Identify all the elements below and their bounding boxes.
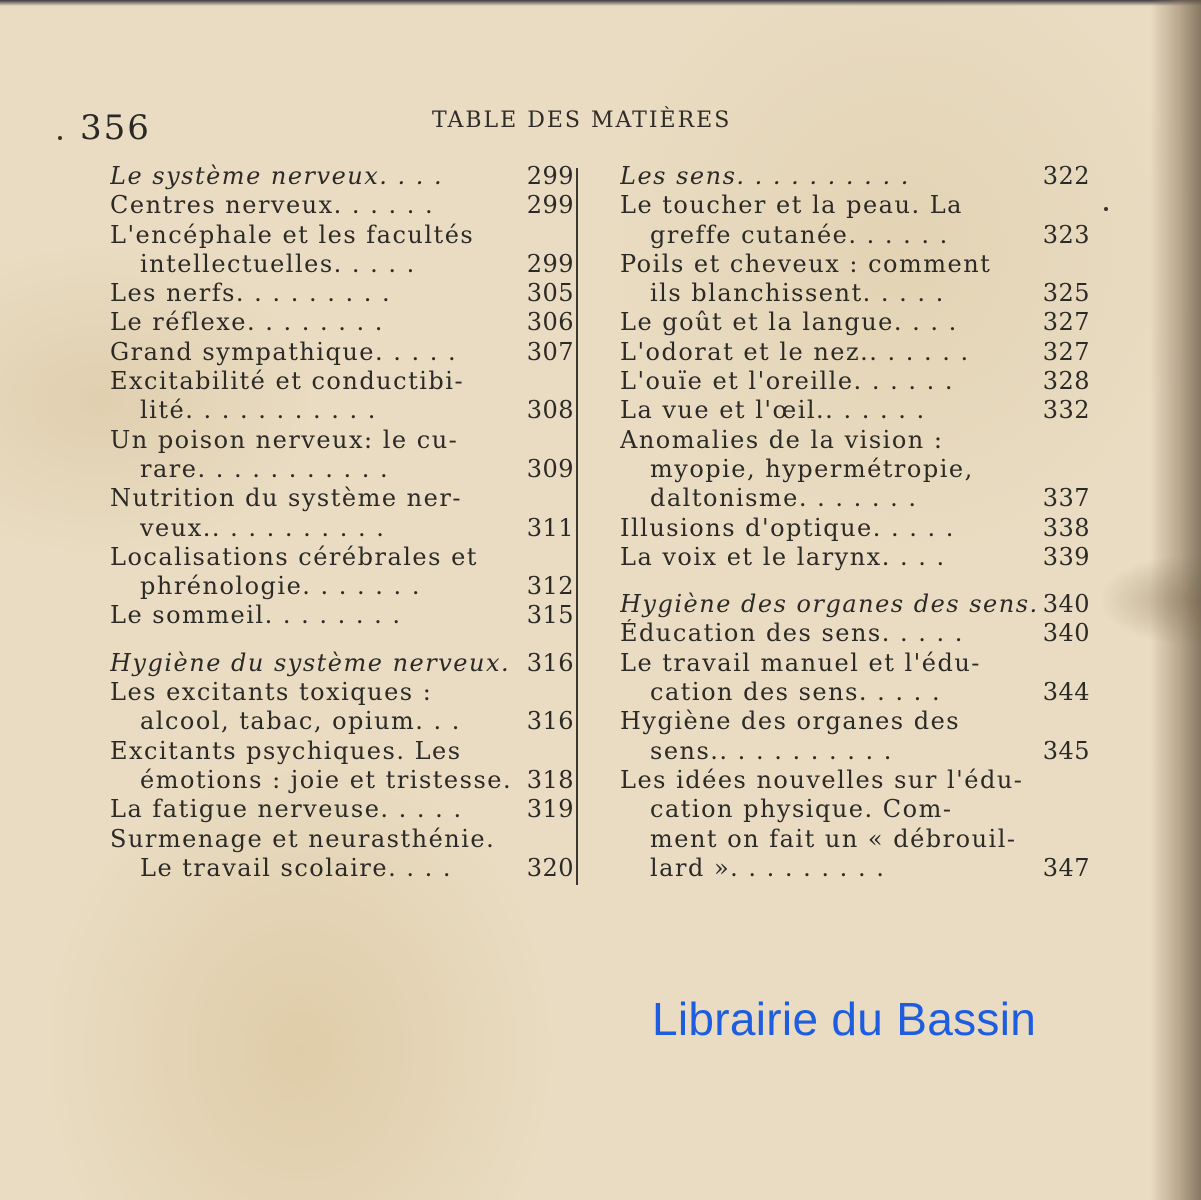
toc-entry-text: lard ». . . . . . . . . [650,853,886,882]
toc-page-number: 340 [1042,590,1090,619]
toc-page-number: 337 [1042,484,1090,513]
toc-page-number: 316 [526,707,574,736]
toc-left-column [110,162,574,883]
toc-entry [620,707,1090,766]
toc-entry-text: greffe cutanée. . . . . . [650,220,949,249]
toc-page-number: 347 [1042,853,1090,882]
toc-entry-text: intellectuelles. . . . . [140,249,416,278]
section-gap [110,631,574,649]
toc-entry [620,338,1090,367]
toc-entry [620,426,1090,514]
toc-entry-text: Hygiène des organes des [620,707,961,736]
toc-page-number: 327 [1042,308,1090,337]
toc-entry-text: L'odorat et le nez.. . . . . . [620,337,970,366]
toc-entry-text: Le réflexe. . . . . . . . [110,308,384,337]
toc-page-number: 322 [1042,162,1090,190]
toc-entry-text: Surmenage et neurasthénie. [110,824,496,853]
toc-page-number: 332 [1042,396,1090,425]
toc-entry-text: Illusions d'optique. . . . . [620,513,955,542]
toc-entry-text: Hygiène du système nerveux. [110,648,511,677]
toc-entry [110,543,574,602]
toc-entry [110,825,574,884]
toc-entry-text: Le système nerveux. . . . [110,162,444,190]
toc-page-number: 299 [526,249,574,278]
toc-page-number: 308 [526,396,574,425]
toc-entry [110,426,574,485]
toc-entry [110,484,574,543]
ink-speck [1104,207,1108,211]
toc-entry [110,279,574,308]
watermark-text: Librairie du Bassin [652,993,1037,1045]
toc-section-heading [620,162,1090,191]
toc-entry [110,191,574,220]
toc-entry-text: cation physique. Com- [650,795,953,824]
toc-entry [620,250,1090,309]
toc-page-number: 316 [526,648,574,677]
toc-entry [620,367,1090,396]
toc-entry-text: cation des sens. . . . . [650,678,942,707]
toc-page-number: 306 [526,308,574,337]
toc-entry [620,766,1090,883]
toc-entry-text: L'encéphale et les facultés [110,220,475,249]
toc-page-number: 340 [1042,619,1090,648]
toc-page-number: 345 [1042,736,1090,765]
page-top-shadow [0,0,1201,6]
toc-entry [110,308,574,337]
toc-page-number: 319 [526,795,574,824]
toc-entry-text: myopie, hypermétropie, [650,454,974,483]
toc-section-heading [620,590,1090,619]
toc-entry-text: daltonisme. . . . . . . [650,484,918,513]
ink-speck [58,136,62,140]
book-spine-shadow [1150,0,1201,1200]
toc-page-number: 338 [1042,513,1090,542]
toc-entry-text: La voix et le larynx. . . . [620,542,946,571]
toc-page-number: 312 [526,572,574,601]
toc-entry [620,396,1090,425]
toc-entry-text: veux.. . . . . . . . . . [140,513,386,542]
toc-entry-text: Les idées nouvelles sur l'édu- [620,765,1024,794]
toc-entry-text: Centres nerveux. . . . . . [110,191,435,220]
toc-entry-text: Excitants psychiques. Les [110,736,462,765]
toc-entry-text: phrénologie. . . . . . . [140,572,421,601]
toc-page-number: 325 [1042,279,1090,308]
toc-page-number: 318 [526,765,574,794]
toc-section-heading [110,162,574,191]
toc-entry-text: Localisations cérébrales et [110,542,478,571]
toc-entry [110,221,574,280]
toc-entry [620,191,1090,250]
toc-page-number: 311 [526,513,574,542]
toc-entry-text: Les excitants toxiques : [110,678,433,707]
toc-entry-text: Excitabilité et conductibi- [110,367,465,396]
toc-page-number: 299 [526,162,574,190]
page-number: 356 [80,108,151,148]
toc-entry-text: Hygiène des organes des sens. [620,590,1039,619]
toc-entry-text: Grand sympathique. . . . . [110,337,458,366]
toc-entry-text: Nutrition du système ner- [110,484,462,513]
toc-entry-text: Les sens. . . . . . . . . . [620,162,910,190]
toc-entry [110,601,574,630]
toc-entry-text: Poils et cheveux : comment [620,249,992,278]
toc-entry-text: Les nerfs. . . . . . . . . [110,279,392,308]
toc-entry-text: lité. . . . . . . . . . . [140,396,377,425]
toc-entry [620,514,1090,543]
toc-entry [620,543,1090,572]
toc-entry-text: Le sommeil. . . . . . . . [110,601,402,630]
toc-page-number: 307 [526,337,574,366]
toc-section-heading [110,649,574,678]
toc-entry-text: La vue et l'œil.. . . . . . [620,396,926,425]
toc-entry-text: Le travail scolaire. . . . [140,853,452,882]
toc-entry-text: La fatigue nerveuse. . . . . [110,795,463,824]
toc-entry-text: Un poison nerveux: le cu- [110,425,459,454]
toc-page-number: 309 [526,454,574,483]
toc-entry [110,795,574,824]
toc-page-number: 323 [1042,220,1090,249]
toc-entry-text: sens.. . . . . . . . . . [650,736,893,765]
toc-entry-text: Anomalies de la vision : [620,425,944,454]
running-head: TABLE DES MATIÈRES [432,108,732,133]
toc-entry-text: Le goût et la langue. . . . [620,308,958,337]
toc-page-number: 320 [526,853,574,882]
toc-entry-text: émotions : joie et tristesse. [140,765,513,794]
column-divider [576,168,578,885]
toc-page-number: 327 [1042,337,1090,366]
toc-entry [620,308,1090,337]
section-gap [620,572,1090,590]
toc-entry [620,649,1090,708]
toc-entry-text: L'ouïe et l'oreille. . . . . . [620,367,954,396]
toc-entry-text: Le travail manuel et l'édu- [620,648,981,677]
toc-right-column [620,162,1090,883]
toc-entry [110,338,574,367]
toc-entry [110,367,574,426]
toc-page-number: 315 [526,601,574,630]
toc-entry [110,678,574,737]
toc-entry-text: Le toucher et la peau. La [620,191,963,220]
toc-entry-text: Éducation des sens. . . . . [620,619,964,648]
toc-entry-text: alcool, tabac, opium. . . [140,707,461,736]
toc-page-number: 328 [1042,367,1090,396]
toc-page-number: 344 [1042,678,1090,707]
toc-page-number: 305 [526,279,574,308]
toc-page-number: 299 [526,191,574,220]
toc-entry-text: ils blanchissent. . . . . [650,279,945,308]
toc-entry [110,737,574,796]
toc-entry-text: ment on fait un « débrouil- [650,824,1017,853]
toc-page-number: 339 [1042,542,1090,571]
toc-entry-text: rare. . . . . . . . . . . [140,454,390,483]
toc-entry [620,619,1090,648]
